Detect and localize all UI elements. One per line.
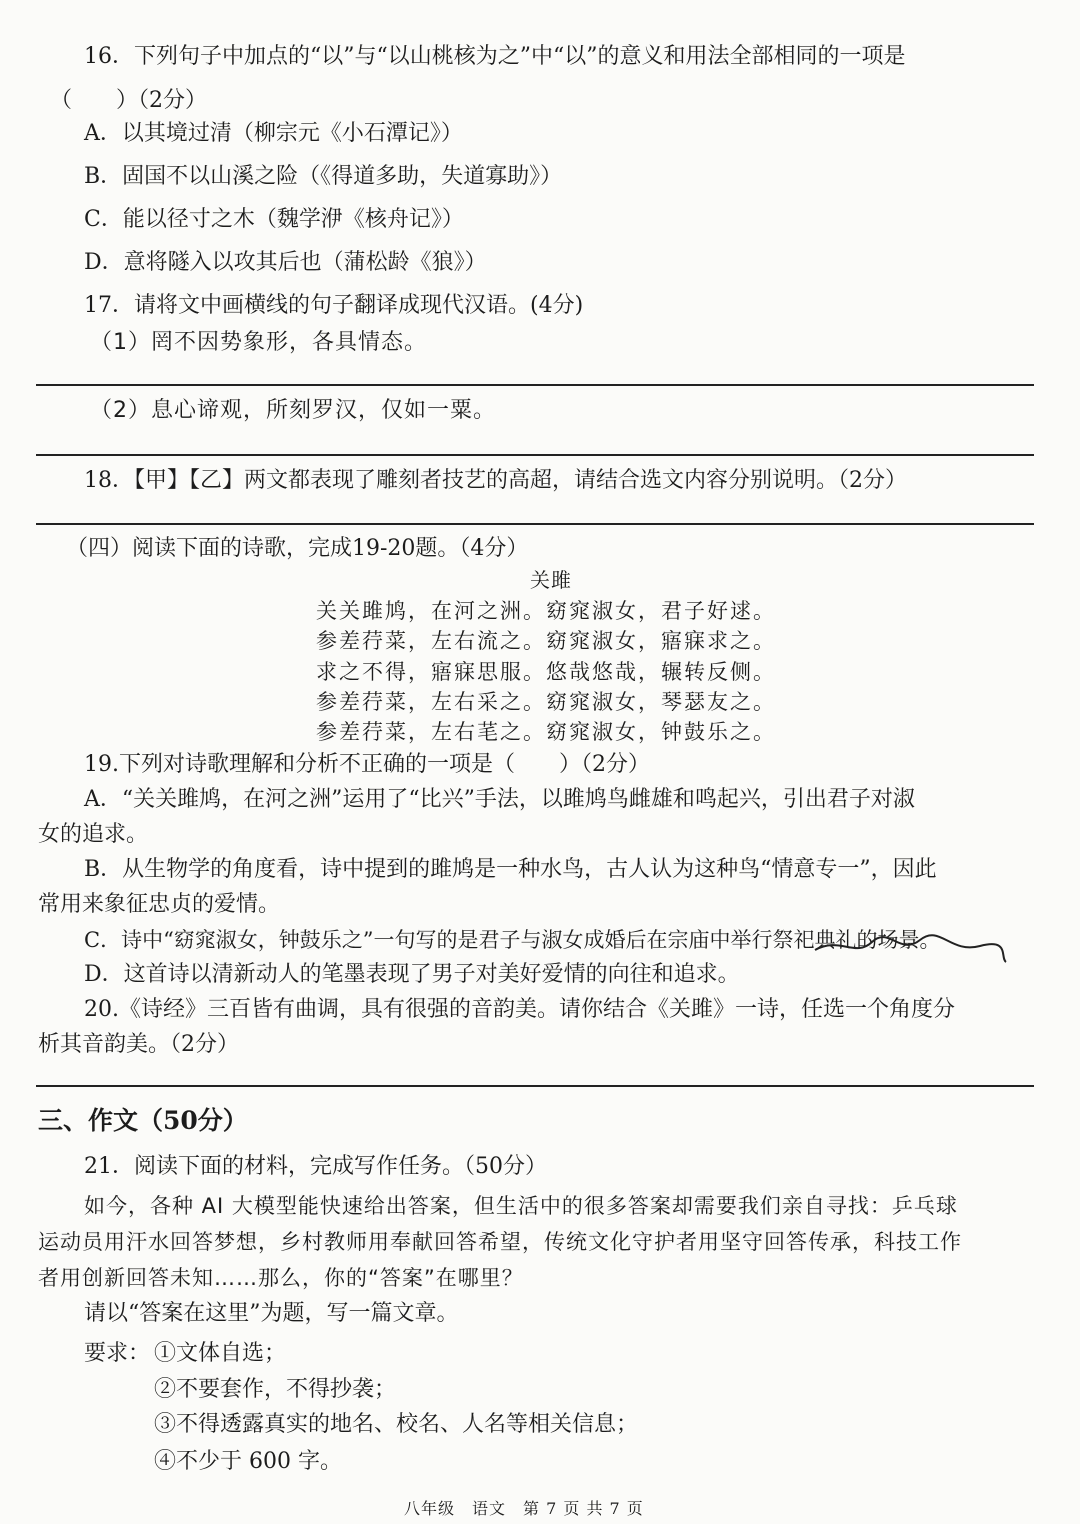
part4-heading: （四）阅读下面的诗歌，完成19-20题。（4分） <box>66 536 529 561</box>
q19-option-a-line1: A．“关关雎鸠，在河之洲”运用了“比兴”手法，以雎鸠鸟雌雄和鸣起兴，引出君子对淑 <box>84 787 915 812</box>
page-footer: 八年级 语文 第 7 页 共 7 页 <box>404 1499 644 1518</box>
poem-line: 参差荇菜，左右采之。窈窕淑女，琴瑟友之。 <box>316 690 776 714</box>
answer-line-q18 <box>36 523 1034 525</box>
q21-stem: 21．阅读下面的材料，完成写作任务。（50分） <box>84 1154 547 1179</box>
handwritten-scribble-mark <box>810 928 1010 968</box>
q16-stem: 16．下列句子中加点的“以”与“以山桃核为之”中“以”的意义和用法全部相同的一项是 <box>84 44 906 69</box>
requirement-item: ④不少于 600 字。 <box>154 1449 342 1474</box>
q18-stem: 18．【甲】【乙】两文都表现了雕刻者技艺的高超，请结合选文内容分别说明。（2分） <box>84 468 907 493</box>
answer-line-q17-1 <box>36 384 1034 386</box>
q19-option-d: D．这首诗以清新动人的笔墨表现了男子对美好爱情的向往和追求。 <box>84 962 740 987</box>
q16-option-a: A．以其境过清（柳宗元《小石潭记》） <box>84 121 463 146</box>
q16-option-d: D．意将隧入以攻其后也（蒲松龄《狼》） <box>84 250 487 275</box>
q17-stem: 17．请将文中画横线的句子翻译成现代汉语。(4分) <box>84 293 584 318</box>
q19-stem: 19.下列对诗歌理解和分析不正确的一项是（ ）（2分） <box>84 752 650 777</box>
answer-line-q20 <box>36 1085 1034 1087</box>
q19-option-b-line1: B．从生物学的角度看，诗中提到的雎鸠是一种水鸟，古人认为这种鸟“情意专一”，因此 <box>84 857 937 882</box>
poem-title: 关雎 <box>530 568 572 592</box>
q20-line2: 析其音韵美。（2分） <box>38 1032 239 1057</box>
q20-line1: 20.《诗经》三百皆有曲调，具有很强的音韵美。请你结合《关雎》一诗，任选一个角度分 <box>84 997 955 1022</box>
requirements-label: 要求： <box>84 1341 151 1366</box>
requirement-item: ③不得透露真实的地名、校名、人名等相关信息； <box>154 1412 639 1437</box>
poem-line: 求之不得，寤寐思服。悠哉悠哉，辗转反侧。 <box>316 660 776 684</box>
q17-sub2: （2）息心谛观，所刻罗汉，仅如一粟。 <box>90 398 496 423</box>
writing-prompt: 请以“答案在这里”为题，写一篇文章。 <box>84 1301 459 1326</box>
q17-sub1: （1）罔不因势象形，各具情态。 <box>90 330 427 355</box>
q19-option-b-line2: 常用来象征忠贞的爱情。 <box>38 892 281 917</box>
poem-line: 参差荇菜，左右流之。窈窕淑女，寤寐求之。 <box>316 629 776 653</box>
q16-answer-blank: （ ）（2分） <box>50 88 207 113</box>
q16-option-c: C．能以径寸之木（魏学洢《核舟记》） <box>84 207 464 232</box>
requirement-item: ②不要套作，不得抄袭； <box>154 1377 397 1402</box>
material-line: 如今，各种 AI 大模型能快速给出答案，但生活中的很多答案却需要我们亲自寻找：乒乓球 <box>84 1194 958 1218</box>
material-line: 者用创新回答未知……那么，你的“答案”在哪里？ <box>38 1266 524 1290</box>
q19-option-a-line2: 女的追求。 <box>38 822 149 847</box>
section-heading-composition: 三、作文（50分） <box>38 1106 248 1135</box>
poem-line: 关关雎鸠，在河之洲。窈窕淑女，君子好逑。 <box>316 599 776 623</box>
q16-option-b: B．固国不以山溪之险（《得道多助，失道寡助》） <box>84 164 563 189</box>
q19-option-c: C．诗中“窈窕淑女，钟鼓乐之”一句写的是君子与淑女成婚后在宗庙中举行祭祀典礼的场景。 <box>84 928 941 952</box>
requirement-item: ①文体自选； <box>154 1341 287 1366</box>
answer-line-q17-2 <box>36 454 1034 456</box>
poem-line: 参差荇菜，左右芼之。窈窕淑女，钟鼓乐之。 <box>316 720 776 744</box>
material-line: 运动员用汗水回答梦想，乡村教师用奉献回答希望，传统文化守护者用坚守回答传承，科技工作 <box>38 1230 962 1254</box>
